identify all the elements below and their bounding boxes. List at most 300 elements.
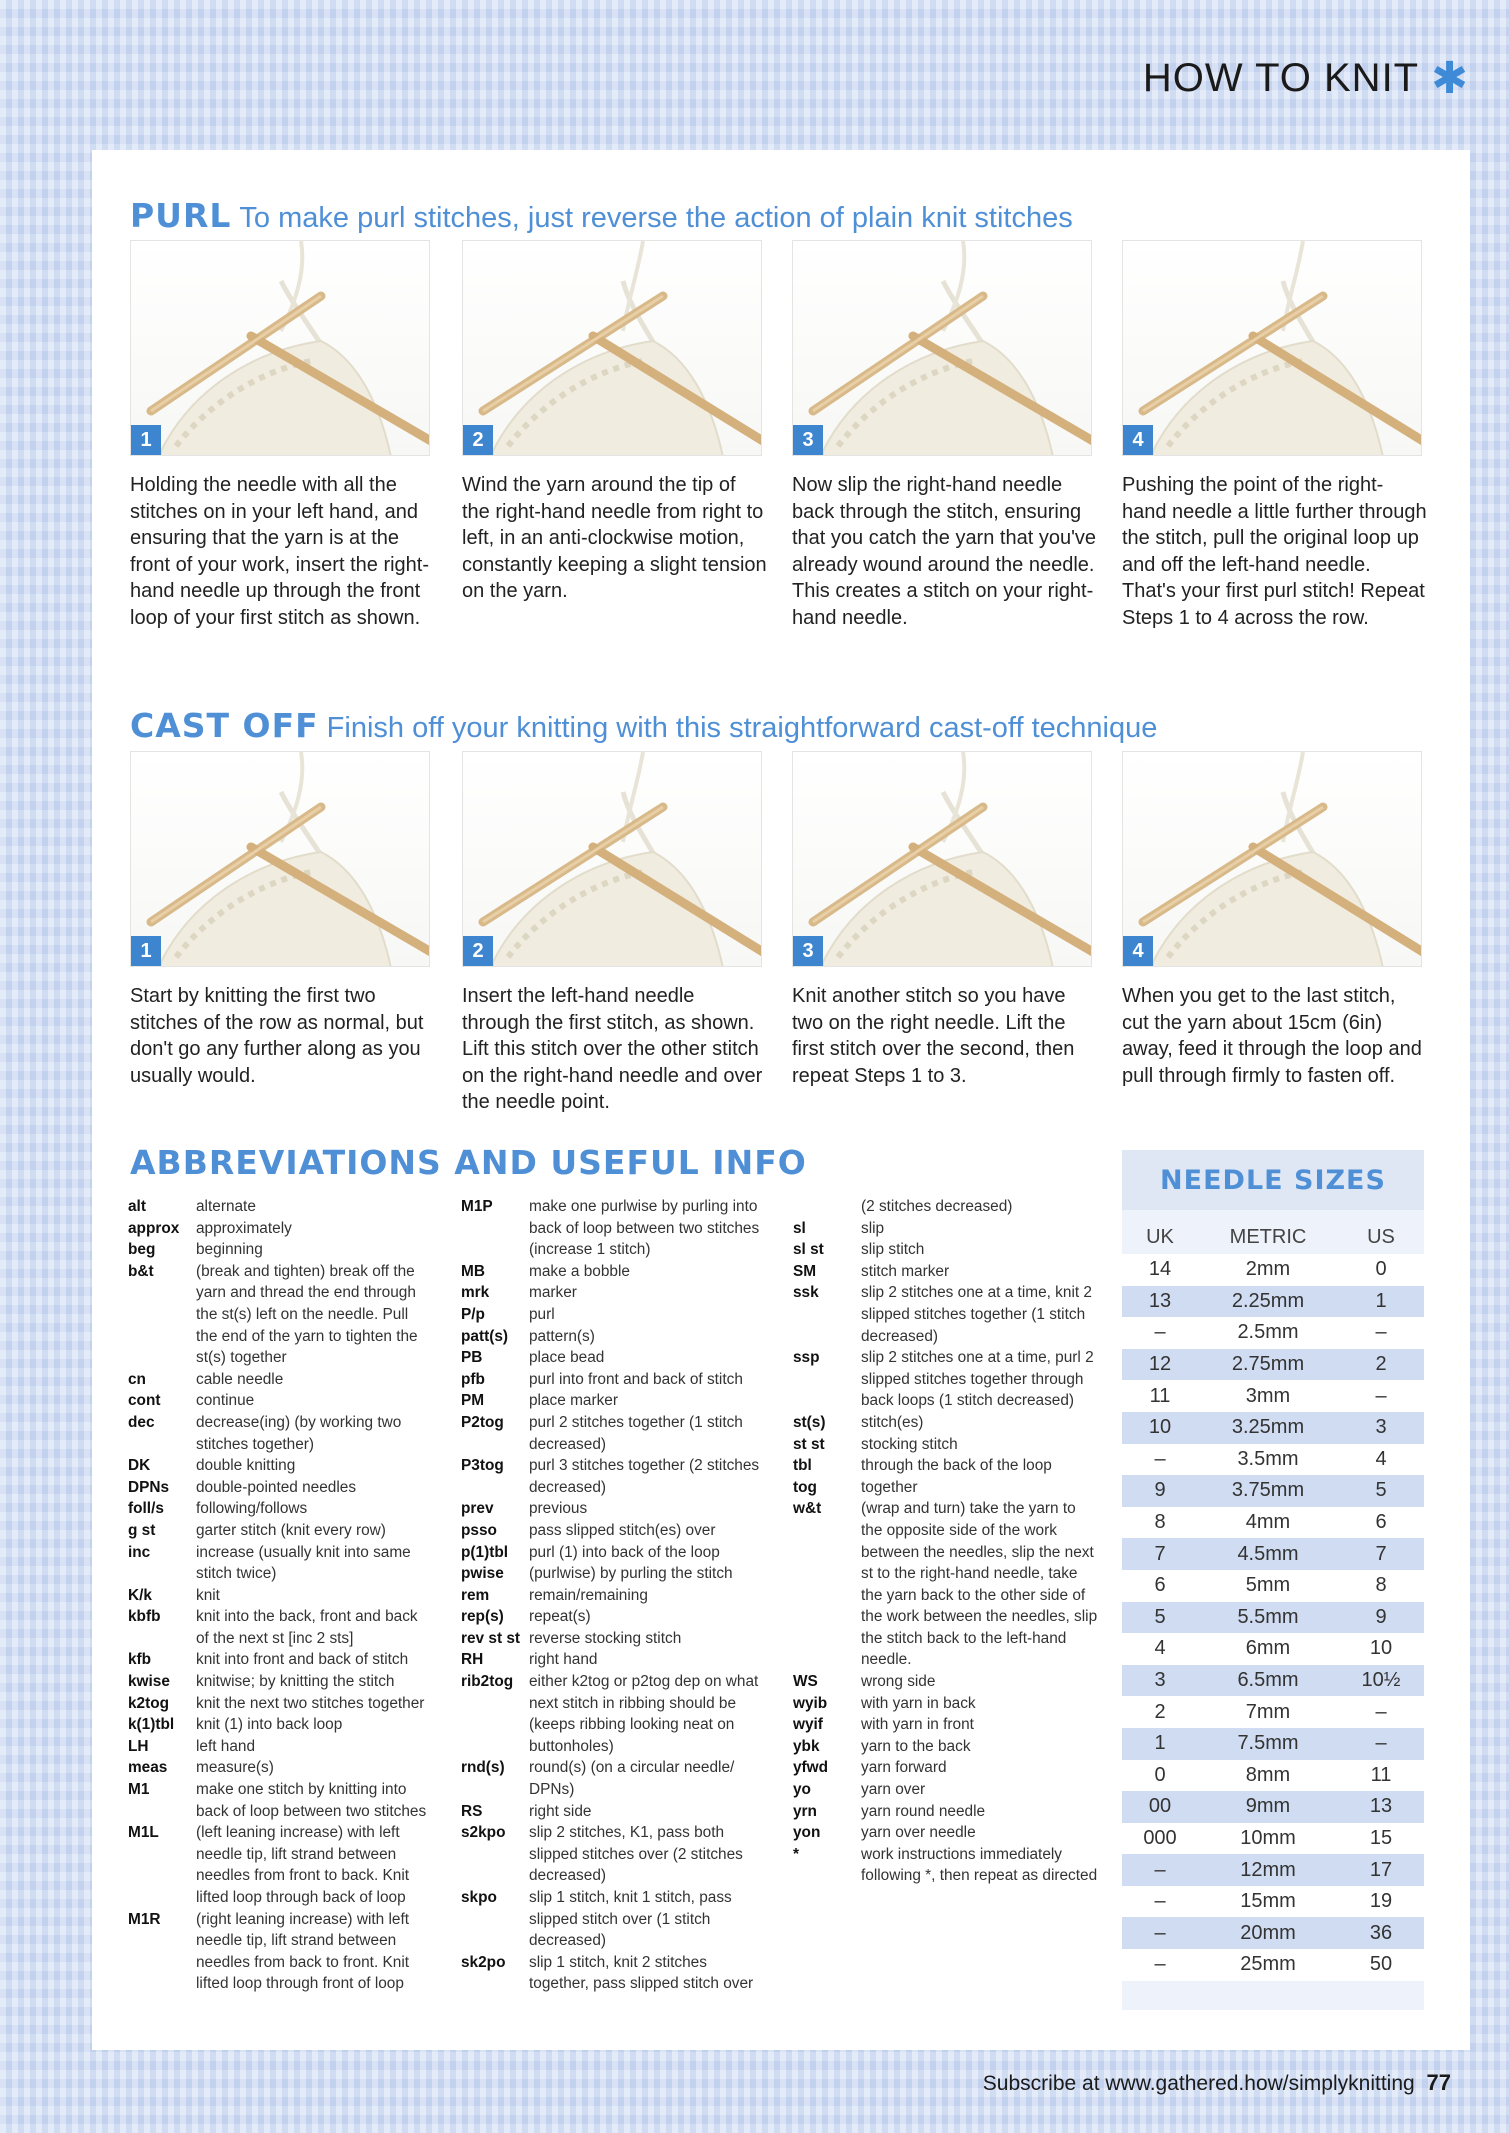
abbreviation-term: M1	[128, 1781, 150, 1799]
castoff-step-1-text: Start by knitting the first two stitches of the row as normal, but don't go any further along as you usually would.	[130, 985, 424, 1087]
abbreviation-entry	[461, 1606, 761, 1628]
needle-metric: 7.5mm	[1237, 1732, 1299, 1755]
needle-metric: 3mm	[1245, 1384, 1291, 1407]
abbreviation-entry	[461, 1412, 761, 1455]
step-number-badge: 2	[463, 425, 493, 455]
needle-us: 9	[1375, 1605, 1387, 1628]
needle-metric: 6mm	[1245, 1637, 1291, 1660]
abbreviation-term: rep(s)	[461, 1608, 504, 1626]
abbreviation-term: alt	[128, 1198, 146, 1215]
needle-uk: 8	[1154, 1511, 1166, 1534]
abbreviation-term: PB	[461, 1349, 483, 1367]
abbreviation-definition: place marker	[529, 1392, 618, 1410]
abbreviation-entry	[128, 1196, 428, 1218]
abbreviation-term: wyib	[793, 1694, 828, 1712]
abbreviation-entry	[128, 1390, 428, 1412]
castoff-step-1-photo	[130, 751, 430, 967]
castoff-step-3-text: Knit another stitch so you have two on the right needle. Lift the first stitch over the second, then repeat Steps 1 to 3.	[792, 985, 1075, 1087]
castoff-step-2-photo	[462, 751, 762, 967]
abbreviation-entry	[461, 1261, 761, 1283]
abbreviation-entry	[128, 1649, 428, 1671]
needle-metric: 2.75mm	[1231, 1353, 1305, 1376]
castoff-keyword: CAST OFF	[130, 706, 319, 745]
abbreviation-term: kwise	[128, 1673, 170, 1691]
page-header	[1142, 53, 1469, 103]
abbreviation-entry	[461, 1542, 761, 1564]
abbreviation-term: meas	[128, 1759, 168, 1777]
abbreviation-entry	[793, 1261, 1098, 1283]
abbreviation-definition: measure(s)	[196, 1759, 274, 1777]
abbreviation-definition: beginning	[196, 1241, 263, 1259]
abbreviation-definition: work instructions immediately following *, then repeat as directed	[861, 1845, 1098, 1885]
abbreviation-entry	[461, 1498, 761, 1520]
abbreviation-term: PM	[461, 1392, 485, 1410]
needle-uk: 3	[1154, 1669, 1166, 1692]
abbreviation-entry	[461, 1369, 761, 1391]
abbreviation-definition: make one stitch by knitting into back of loop between two stitches	[196, 1781, 427, 1820]
abbreviation-term: ybk	[793, 1737, 820, 1755]
needle-metric: 2.25mm	[1231, 1289, 1305, 1312]
needle-size-row	[1122, 1633, 1424, 1665]
abbreviation-term: inc	[128, 1543, 151, 1561]
abbreviation-entry	[461, 1326, 761, 1348]
abbreviation-entry	[793, 1844, 1098, 1887]
needle-us: 6	[1375, 1511, 1387, 1534]
abbreviation-definition: slip 2 stitches, K1, pass both slipped stitches over (2 stitches decreased)	[529, 1824, 743, 1885]
needle-metric: 25mm	[1240, 1953, 1296, 1976]
abbreviation-definition: (right leaning increase) with left needle tip, lift strand between needles from back to front. Knit lifted loop through front of loop	[196, 1910, 410, 1993]
needle-uk: –	[1154, 1858, 1166, 1881]
needle-size-row	[1122, 1475, 1424, 1507]
abbreviation-term: w&t	[793, 1500, 822, 1518]
abbreviation-definition: remain/remaining	[529, 1586, 648, 1604]
needle-uk: 9	[1154, 1479, 1166, 1502]
abbreviation-term: foll/s	[128, 1500, 164, 1518]
abbreviation-entry	[128, 1261, 428, 1369]
needle-uk: 6	[1154, 1574, 1166, 1597]
needle-sizes-header-row	[1122, 1220, 1424, 1254]
needle-metric: 12mm	[1240, 1858, 1296, 1881]
abbreviation-term: mrk	[461, 1284, 490, 1302]
abbreviation-term: ssk	[793, 1284, 819, 1302]
abbreviation-term: sl	[793, 1219, 806, 1237]
abbreviation-definition: slip	[861, 1219, 885, 1237]
abbreviation-entry	[461, 1563, 761, 1585]
abbreviation-definition: place bead	[529, 1349, 605, 1367]
abbreviation-entry	[128, 1520, 428, 1542]
needle-uk: 4	[1154, 1637, 1166, 1660]
needle-us: 36	[1369, 1921, 1393, 1944]
needle-us: 17	[1369, 1858, 1393, 1881]
abbreviation-entry	[793, 1736, 1098, 1758]
purl-step-2-text: Wind the yarn around the tip of the right-hand needle from right to left, in an anti-clockwise motion, constantly keeping a slight tension on the yarn.	[462, 474, 767, 602]
needle-size-row	[1122, 1538, 1424, 1570]
abbreviation-entry	[461, 1649, 761, 1671]
needle-us: 19	[1369, 1890, 1393, 1913]
subscribe-text[interactable]: Subscribe at www.gathered.how/simplyknitting	[982, 2072, 1415, 2095]
abbreviation-definition: (2 stitches decreased)	[861, 1198, 1013, 1215]
needle-uk: –	[1154, 1447, 1166, 1470]
needle-metric: 5mm	[1245, 1574, 1291, 1597]
abbreviation-entry	[128, 1542, 428, 1585]
abbreviation-definition: purl 2 stitches together (1 stitch decreased)	[529, 1413, 743, 1453]
needle-us: 10½	[1361, 1669, 1401, 1692]
abbreviations-column-3	[793, 1196, 1098, 1887]
needle-size-row	[1122, 1317, 1424, 1349]
abbreviation-definition: slip 1 stitch, knit 2 stitches together, pass slipped stitch over	[529, 1953, 754, 1993]
abbreviation-definition: round(s) (on a circular needle/ DPNs)	[529, 1759, 735, 1799]
needle-us: –	[1375, 1732, 1387, 1755]
abbreviation-term: prev	[461, 1500, 494, 1518]
purl-step-4-photo	[1122, 240, 1422, 456]
abbreviation-term: g st	[128, 1521, 156, 1539]
abbreviation-term: P2tog	[461, 1413, 504, 1431]
abbreviation-term: cont	[128, 1392, 161, 1410]
abbreviation-term: k2tog	[128, 1694, 170, 1712]
asterisk-icon: ✱	[1431, 53, 1469, 103]
abbreviation-term: p(1)tbl	[461, 1543, 509, 1561]
abbreviation-entry	[461, 1628, 761, 1650]
needle-metric: 2.5mm	[1237, 1321, 1299, 1344]
abbreviation-entry	[461, 1455, 761, 1498]
abbreviation-term: LH	[128, 1737, 149, 1755]
needle-metric: 10mm	[1240, 1826, 1296, 1849]
purl-step-1-text: Holding the needle with all the stitches on in your left hand, and ensuring that the yarn is at the front of your work, insert the right-hand needle up through the front loop of your first stitch as shown.	[130, 474, 430, 629]
needle-metric: 7mm	[1245, 1700, 1291, 1723]
needle-size-row	[1122, 1380, 1424, 1412]
abbreviation-entry	[793, 1801, 1098, 1823]
needle-uk: 1	[1154, 1732, 1166, 1755]
abbreviation-entry	[793, 1757, 1098, 1779]
page-number: 77	[1426, 2070, 1451, 2095]
abbreviation-term: s2kpo	[461, 1824, 506, 1842]
abbreviation-entry	[461, 1952, 761, 1995]
abbreviation-entry	[793, 1498, 1098, 1671]
abbreviation-entry	[128, 1714, 428, 1736]
needle-size-row	[1122, 1728, 1424, 1760]
abbreviation-entry	[128, 1757, 428, 1779]
abbreviation-definition: (break and tighten) break off the yarn and thread the end through the st(s) left on the needle. Pull the end of the yarn to tighten the st(s) together	[196, 1262, 418, 1367]
abbreviation-definition: cable needle	[196, 1370, 284, 1388]
abbreviation-definition: purl 3 stitches together (2 stitches decreased)	[529, 1457, 760, 1496]
abbreviation-term: yrn	[793, 1802, 817, 1820]
abbreviation-definition: either k2tog or p2tog dep on what next stitch in ribbing should be (keeps ribbing looking neat on buttonholes)	[529, 1673, 759, 1755]
abbreviation-definition: make a bobble	[529, 1262, 630, 1280]
header-uk: UK	[1146, 1225, 1174, 1248]
needle-us: 2	[1375, 1353, 1387, 1376]
abbreviation-definition: knitwise; by knitting the stitch	[196, 1673, 395, 1691]
abbreviation-definition: (wrap and turn) take the yarn to the opposite side of the work between the needles, slip the next st to the right-hand needle, take the yarn back to the other side of the work between the needles, slip the stitch back to the left-hand needle.	[861, 1500, 1098, 1669]
abbreviation-definition: yarn forward	[861, 1759, 947, 1777]
abbreviation-definition: yarn to the back	[861, 1737, 971, 1755]
needle-uk: 00	[1148, 1795, 1172, 1818]
abbreviation-definition: continue	[196, 1392, 255, 1410]
abbreviation-definition: wrong side	[861, 1673, 936, 1691]
needle-metric: 2mm	[1245, 1258, 1291, 1281]
abbreviation-entry	[461, 1822, 761, 1887]
abbreviation-term: b&t	[128, 1262, 154, 1280]
castoff-step-4-text: When you get to the last stitch, cut the yarn about 15cm (6in) away, feed it through the loop and pull through firmly to fasten off.	[1122, 985, 1422, 1087]
needle-uk: 14	[1148, 1258, 1172, 1281]
abbreviation-term: rem	[461, 1586, 490, 1604]
abbreviation-definition: double knitting	[196, 1457, 296, 1475]
purl-heading	[130, 196, 1073, 235]
header-us: US	[1367, 1225, 1395, 1248]
abbreviation-entry	[128, 1477, 428, 1499]
needle-uk: 10	[1148, 1416, 1172, 1439]
abbreviation-entry	[128, 1736, 428, 1758]
needle-size-row	[1122, 1254, 1424, 1286]
abbreviation-term: wyif	[793, 1716, 823, 1734]
abbreviation-entry	[793, 1218, 1098, 1240]
needle-metric: 9mm	[1245, 1795, 1291, 1818]
needle-metric: 4.5mm	[1237, 1542, 1299, 1565]
abbreviations-heading: ABBREVIATIONS AND USEFUL INFO	[130, 1143, 807, 1182]
abbreviation-entry	[793, 1822, 1098, 1844]
step-number-badge: 4	[1123, 936, 1153, 966]
header-title: HOW TO KNIT	[1142, 56, 1420, 100]
abbreviation-entry	[793, 1714, 1098, 1736]
abbreviation-term: DPNs	[128, 1478, 170, 1496]
abbreviation-definition: together	[861, 1478, 918, 1496]
abbreviation-entry	[461, 1671, 761, 1757]
abbreviation-term: tog	[793, 1478, 817, 1496]
abbreviation-definition: yarn round needle	[861, 1802, 986, 1820]
abbreviation-definition: pass slipped stitch(es) over	[529, 1521, 716, 1539]
abbreviation-term: pfb	[461, 1370, 485, 1388]
abbreviation-definition: increase (usually knit into same stitch twice)	[196, 1543, 411, 1583]
needle-metric: 6.5mm	[1237, 1669, 1299, 1692]
abbreviation-definition: approximately	[196, 1219, 292, 1237]
needle-uk: –	[1154, 1890, 1166, 1913]
abbreviation-entry	[793, 1671, 1098, 1693]
needle-uk: 0	[1154, 1763, 1166, 1786]
needle-us: 11	[1370, 1763, 1392, 1786]
abbreviation-term: kfb	[128, 1651, 152, 1669]
abbreviation-term	[793, 1196, 861, 1218]
needle-us: –	[1375, 1321, 1387, 1344]
abbreviation-entry	[461, 1282, 761, 1304]
abbreviation-term: P/p	[461, 1305, 485, 1323]
abbreviation-term: tbl	[793, 1457, 812, 1475]
needle-us: 1	[1375, 1289, 1387, 1312]
abbreviation-term: DK	[128, 1457, 151, 1475]
abbreviation-entry	[128, 1498, 428, 1520]
abbreviation-term: SM	[793, 1262, 817, 1280]
abbreviation-term: K/k	[128, 1586, 152, 1604]
abbreviations-column-2	[461, 1196, 761, 1995]
abbreviation-term: psso	[461, 1521, 497, 1539]
abbreviation-entry	[128, 1671, 428, 1693]
footer	[983, 2070, 1451, 2096]
needle-metric: 20mm	[1240, 1921, 1296, 1944]
needle-us: –	[1375, 1384, 1387, 1407]
castoff-subtitle: Finish off your knitting with this straightforward cast-off technique	[326, 712, 1158, 744]
abbreviation-term: ssp	[793, 1349, 820, 1367]
needle-size-row	[1122, 1286, 1424, 1318]
abbreviation-entry	[461, 1196, 761, 1261]
abbreviation-term: kbfb	[128, 1608, 161, 1626]
abbreviation-definition: stocking stitch	[861, 1435, 958, 1453]
step-number-badge: 1	[131, 936, 161, 966]
abbreviation-definition: stitch(es)	[861, 1413, 924, 1431]
needle-uk: 13	[1148, 1289, 1172, 1312]
abbreviation-definition: purl into front and back of stitch	[529, 1370, 743, 1388]
abbreviation-entry	[793, 1779, 1098, 1801]
abbreviation-term: M1P	[461, 1198, 493, 1215]
needle-us: 3	[1375, 1416, 1387, 1439]
header-metric: METRIC	[1229, 1225, 1307, 1248]
needle-us: 8	[1375, 1574, 1387, 1597]
abbreviation-definition: double-pointed needles	[196, 1478, 357, 1496]
needle-size-row	[1122, 1570, 1424, 1602]
abbreviation-definition: knit (1) into back loop	[196, 1716, 343, 1734]
abbreviation-term: rev st st	[461, 1629, 521, 1647]
abbreviation-definition: (purlwise) by purling the stitch	[529, 1565, 733, 1583]
abbreviation-entry	[128, 1606, 428, 1649]
needle-size-row	[1122, 1791, 1424, 1823]
purl-step-3-text: Now slip the right-hand needle back through the stitch, ensuring that you catch the yarn that you've already wound around the needle. This creates a stitch on your right-hand needle.	[792, 474, 1097, 629]
abbreviation-term: sk2po	[461, 1953, 506, 1971]
abbreviation-definition: right hand	[529, 1651, 598, 1669]
abbreviation-entry	[461, 1347, 761, 1369]
needle-us: 4	[1375, 1447, 1387, 1470]
abbreviation-definition: slip stitch	[861, 1241, 925, 1259]
purl-step-3-photo	[792, 240, 1092, 456]
needle-metric: 8mm	[1245, 1763, 1291, 1786]
abbreviation-entry	[461, 1801, 761, 1823]
needle-size-row	[1122, 1854, 1424, 1886]
abbreviation-entry	[793, 1239, 1098, 1261]
abbreviation-entry	[461, 1887, 761, 1952]
purl-keyword: PURL	[130, 196, 232, 235]
needle-us: 0	[1375, 1258, 1387, 1281]
abbreviation-entry	[128, 1585, 428, 1607]
needle-metric: 4mm	[1245, 1511, 1291, 1534]
abbreviation-term: M1L	[128, 1824, 159, 1842]
abbreviation-definition: marker	[529, 1284, 577, 1302]
castoff-heading	[130, 706, 1157, 745]
abbreviation-entry	[461, 1585, 761, 1607]
abbreviation-entry	[793, 1455, 1098, 1477]
abbreviation-term: dec	[128, 1413, 155, 1431]
abbreviation-definition: pattern(s)	[529, 1327, 595, 1345]
castoff-step-4-photo	[1122, 751, 1422, 967]
abbreviation-entry	[461, 1390, 761, 1412]
needle-metric: 3.25mm	[1231, 1416, 1305, 1439]
step-number-badge: 3	[793, 425, 823, 455]
abbreviation-definition: knit	[196, 1586, 220, 1604]
abbreviation-term: st st	[793, 1435, 825, 1453]
abbreviation-term: *	[793, 1845, 799, 1863]
needle-uk: 11	[1149, 1384, 1171, 1407]
abbreviation-term: yo	[793, 1781, 811, 1799]
abbreviation-definition: purl	[529, 1305, 555, 1323]
needle-uk: –	[1154, 1321, 1166, 1344]
abbreviation-term: rib2tog	[461, 1673, 514, 1691]
abbreviation-term: pwise	[461, 1565, 504, 1583]
castoff-step-2-text: Insert the left-hand needle through the first stitch, as shown. Lift this stitch over the other stitch on the right-hand needle and over the needle point.	[462, 985, 763, 1113]
abbreviation-entry	[793, 1434, 1098, 1456]
castoff-step-3-photo	[792, 751, 1092, 967]
needle-size-row	[1122, 1412, 1424, 1444]
purl-subtitle: To make purl stitches, just reverse the action of plain knit stitches	[239, 202, 1073, 234]
abbreviation-entry	[128, 1369, 428, 1391]
abbreviation-entry	[793, 1693, 1098, 1715]
needle-us: 5	[1375, 1479, 1387, 1502]
step-number-badge: 2	[463, 936, 493, 966]
abbreviation-definition: with yarn in front	[861, 1716, 974, 1734]
abbreviation-definition: make one purlwise by purling into back of loop between two stitches (increase 1 stitch)	[529, 1198, 760, 1259]
needle-size-row	[1122, 1507, 1424, 1539]
abbreviation-entry	[128, 1822, 428, 1908]
needle-metric: 5.5mm	[1237, 1605, 1299, 1628]
abbreviation-term: st(s)	[793, 1413, 826, 1431]
abbreviation-definition: stitch marker	[861, 1262, 950, 1280]
step-number-badge: 1	[131, 425, 161, 455]
step-number-badge: 4	[1123, 425, 1153, 455]
abbreviation-entry	[128, 1779, 428, 1822]
abbreviation-entry	[793, 1196, 1098, 1218]
needle-size-row	[1122, 1760, 1424, 1792]
abbreviation-entry	[461, 1304, 761, 1326]
abbreviation-definition: yarn over	[861, 1781, 926, 1799]
abbreviation-term: patt(s)	[461, 1327, 509, 1345]
abbreviation-entry	[128, 1239, 428, 1261]
abbreviation-term: P3tog	[461, 1457, 504, 1475]
abbreviation-term: skpo	[461, 1889, 497, 1906]
abbreviation-term: yon	[793, 1824, 821, 1842]
abbreviation-definition: alternate	[196, 1198, 256, 1215]
needle-size-row	[1122, 1444, 1424, 1476]
abbreviation-definition: (left leaning increase) with left needle tip, lift strand between needles from front to back. Knit lifted loop through back of loop	[196, 1824, 410, 1906]
abbreviation-definition: right side	[529, 1802, 592, 1820]
abbreviation-definition: slip 2 stitches one at a time, purl 2 slipped stitches together through back loops (1 stitch decreased)	[861, 1349, 1094, 1410]
needle-size-row	[1122, 1823, 1424, 1855]
purl-step-4-text: Pushing the point of the right-hand needle a little further through the stitch, pull the original loop up and off the left-hand needle. That's your first purl stitch! Repeat Steps 1 to 4 across the row.	[1122, 474, 1427, 629]
abbreviation-definition: with yarn in back	[861, 1694, 976, 1712]
needle-uk: –	[1154, 1921, 1166, 1944]
abbreviation-entry	[128, 1693, 428, 1715]
needle-size-row	[1122, 1349, 1424, 1381]
purl-step-2-photo	[462, 240, 762, 456]
abbreviation-term: MB	[461, 1262, 485, 1280]
abbreviation-definition: previous	[529, 1500, 588, 1518]
abbreviation-entry	[128, 1412, 428, 1455]
abbreviation-definition: decrease(ing) (by working two stitches together)	[196, 1413, 402, 1453]
needle-sizes-title: NEEDLE SIZES	[1122, 1150, 1424, 1210]
abbreviation-definition: garter stitch (knit every row)	[196, 1521, 386, 1539]
needle-us: –	[1375, 1700, 1387, 1723]
needle-us: 10	[1369, 1637, 1393, 1660]
needle-size-row	[1122, 1886, 1424, 1918]
abbreviation-term: cn	[128, 1370, 146, 1388]
abbreviation-entry	[793, 1412, 1098, 1434]
needle-metric: 3.5mm	[1237, 1447, 1299, 1470]
abbreviation-entry	[793, 1477, 1098, 1499]
abbreviation-term: yfwd	[793, 1759, 829, 1777]
abbreviation-definition: knit into front and back of stitch	[196, 1651, 409, 1669]
abbreviation-definition: yarn over needle	[861, 1824, 976, 1842]
needle-uk: 2	[1154, 1700, 1166, 1723]
abbreviation-term: beg	[128, 1241, 156, 1259]
abbreviation-definition: repeat(s)	[529, 1608, 591, 1626]
needle-size-row	[1122, 1696, 1424, 1728]
abbreviation-definition: left hand	[196, 1737, 256, 1755]
needle-us: 15	[1369, 1826, 1393, 1849]
abbreviation-entry	[461, 1520, 761, 1542]
needle-uk: 000	[1143, 1826, 1177, 1849]
